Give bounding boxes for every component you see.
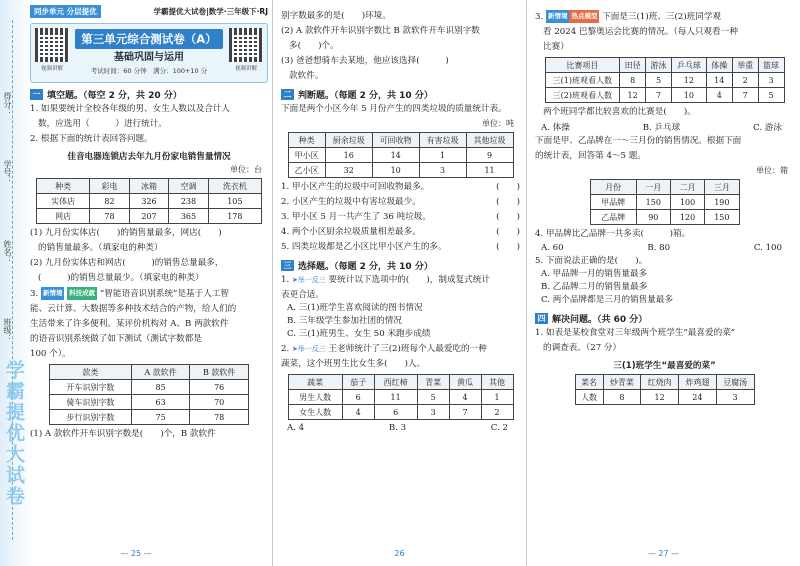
- cell: 76: [190, 380, 249, 395]
- binding-margin: [0, 0, 26, 566]
- cell: 365: [169, 209, 209, 224]
- cell: 三(1)班观看人数: [545, 73, 620, 88]
- cell: 10: [671, 88, 706, 103]
- table-header-row: [545, 58, 784, 73]
- variant-tag: ➤举一反三: [291, 345, 326, 353]
- judge-text: 3. 甲小区 5 月一共产生了 36 吨垃圾。: [281, 212, 431, 222]
- cell: 14: [706, 73, 732, 88]
- garbage-table: [288, 132, 514, 178]
- header-cell: 其他: [481, 375, 513, 390]
- answer-parens[interactable]: ( ): [496, 242, 520, 252]
- name-field: 姓名：: [3, 240, 12, 264]
- badge-new-context: 新情境: [546, 10, 570, 23]
- choice-1-line2: 表更合适。: [281, 290, 324, 300]
- option-a: A. 4: [287, 423, 305, 433]
- choice-1-option-c: C. 三(1)班男生、女生 50 米跑步成绩: [287, 329, 431, 339]
- question-2-1-line1: (1) 九月份实体店( )的销售量最多，网店( ): [30, 228, 222, 238]
- cell: 82: [90, 194, 130, 209]
- table-row: [288, 163, 513, 178]
- section-label: 填空题。（每空 2 分，共 20 分）: [47, 91, 182, 101]
- title-box: [30, 23, 268, 83]
- cell: 105: [208, 194, 261, 209]
- header-cell: 篮球: [758, 58, 784, 73]
- q3-2-line2: 多( )个。: [289, 41, 339, 51]
- header-cell: B 款软件: [190, 365, 249, 380]
- cell: 150: [636, 195, 670, 210]
- cell: 10: [372, 163, 419, 178]
- choice-1-line1: 1. ➤举一反三 要统计以下选项中的( )，制成复式统计: [281, 275, 490, 285]
- answer-parens[interactable]: ( ): [496, 227, 520, 237]
- cell: 9: [466, 148, 513, 163]
- header-cell: 空调: [169, 179, 209, 194]
- header-cell: 月份: [590, 180, 636, 195]
- choice-1-option-a: A. 三(1)班学生喜欢阅读的图书情况: [287, 303, 423, 313]
- header-cell: 彩电: [90, 179, 130, 194]
- right-content: [535, 0, 794, 566]
- header-cell: 厨余垃圾: [325, 133, 372, 148]
- cell: 7: [732, 88, 758, 103]
- time-score-info: 考试时间：60 分钟 满分：100+10 分: [90, 67, 208, 75]
- table-row: [37, 209, 262, 224]
- table-row: [37, 194, 262, 209]
- header-cell: 菜名: [575, 375, 603, 390]
- choice-2-options: [281, 423, 520, 433]
- cell: 开车识别字数: [50, 380, 132, 395]
- cell: 甲品牌: [590, 195, 636, 210]
- header-cell: 蔬菜: [288, 375, 342, 390]
- section-number: 二: [281, 89, 294, 100]
- section-label: 判断题。（每题 2 分，共 10 分）: [298, 91, 433, 101]
- table-row: [50, 410, 249, 425]
- page-number: — 27 —: [647, 549, 680, 558]
- question-1-line2: 数，应选用（ ）进行统计。: [38, 119, 167, 129]
- cell: 4: [342, 405, 374, 420]
- qr-label-right: 视频讲解: [234, 66, 257, 72]
- cell: 2: [481, 405, 513, 420]
- brand-sales-table: [590, 179, 740, 225]
- header-cell: 二月: [670, 180, 704, 195]
- badge-new-context: 新情境: [41, 287, 65, 300]
- table-row: [288, 405, 513, 420]
- choice-1-option-b: B. 三年级学生参加社团的情况: [287, 316, 402, 326]
- header-cell: 三月: [705, 180, 739, 195]
- cell: 78: [90, 209, 130, 224]
- header-cell: 一月: [636, 180, 670, 195]
- header-cell: 游泳: [646, 58, 672, 73]
- cell: 8: [620, 73, 646, 88]
- q3-question: 两个班同学都比较喜欢的比赛是( )。: [543, 107, 696, 117]
- cell: 步行识别字数: [50, 410, 132, 425]
- student-id-field: 学号：: [3, 160, 12, 184]
- cell: 12: [620, 88, 646, 103]
- cell: 63: [131, 395, 190, 410]
- question-3-line3: 生活带来了许多便利。某评价机构对 A、B 两款软件: [30, 319, 229, 329]
- badge-tech: 科技成就: [67, 287, 97, 300]
- cell: 16: [325, 148, 372, 163]
- cell: 326: [129, 194, 169, 209]
- header-cell: 冰箱: [129, 179, 169, 194]
- table-row: [545, 73, 784, 88]
- favorite-dish-table: [575, 374, 755, 405]
- section-true-false: [281, 88, 520, 101]
- judge-3: [281, 211, 520, 224]
- qr-code-right[interactable]: [229, 28, 263, 62]
- cell: 乙小区: [288, 163, 325, 178]
- question-3-line2: 能、云计算、大数据等多种技术结合的产物，给人们的: [30, 304, 237, 314]
- option-c: C. 游泳: [753, 123, 782, 133]
- q3-line2: 看 2024 巴黎奥运会比赛的情况。（每人只观看一种: [543, 27, 738, 37]
- table-1-unit: 单位：台: [230, 165, 262, 174]
- option-a: A. 60: [541, 243, 564, 253]
- test-title: 第三单元综合测试卷（A）: [75, 29, 223, 49]
- header-cell: 款类: [50, 365, 132, 380]
- page-number: [273, 549, 526, 558]
- judge-text: 2. 小区产生的垃圾中有害垃圾最少。: [281, 197, 421, 207]
- page-number-value: 27: [658, 549, 669, 558]
- judge-1: [281, 181, 520, 194]
- header-cell: A 款软件: [131, 365, 190, 380]
- cell: 骑车识别字数: [50, 395, 132, 410]
- cell: 12: [641, 390, 679, 405]
- table-row: [575, 390, 754, 405]
- q5-option-b: B. 乙品牌二月的销售量最多: [541, 282, 648, 292]
- judge-text: 1. 甲小区产生的垃圾中可回收物最多。: [281, 182, 430, 192]
- judge-5: [281, 241, 520, 254]
- header-cell: 举重: [732, 58, 758, 73]
- class-field: 班级：: [3, 318, 12, 342]
- header-cell: 种类: [288, 133, 325, 148]
- cell: 3: [417, 405, 449, 420]
- cell: 1: [419, 148, 466, 163]
- cell: 人数: [575, 390, 603, 405]
- table-row: [545, 88, 784, 103]
- dish-table-title: 三(1)班学生“最喜爱的菜”: [613, 361, 716, 371]
- option-a: A. 体操: [541, 123, 570, 133]
- table-header-row: [50, 365, 249, 380]
- cell: 8: [603, 390, 641, 405]
- qr-code-left[interactable]: [35, 28, 69, 62]
- page-number-value: 25: [130, 549, 142, 558]
- page-number-value: 26: [394, 549, 405, 558]
- table-header-row: [37, 179, 262, 194]
- q3-line3: 比赛）: [543, 42, 569, 52]
- cell: 4: [706, 88, 732, 103]
- q4: 4. 甲品牌比乙品牌一共多卖( )箱。: [535, 229, 691, 239]
- qr-label-left: 视频讲解: [40, 66, 63, 72]
- header-cell: 黄瓜: [449, 375, 481, 390]
- question-3-line4: 的语音识别系统做了如下测试（测试字数都是: [30, 334, 202, 344]
- cell: 男生人数: [288, 390, 342, 405]
- q3-cont-line1: 别字数最多的是( )环境。: [281, 11, 391, 21]
- cell: 190: [705, 195, 739, 210]
- side-brand-title: 学霸提优大试卷: [3, 360, 25, 507]
- variant-tag: ➤举一反三: [291, 276, 326, 284]
- option-b: B. 乒乓球: [642, 123, 681, 133]
- question-2-2-line1: (2) 九月份实体店和网店( )的销售总量最多，: [30, 258, 224, 268]
- brand-intro-line1: 下面是甲、乙品牌在一～三月份的销售情况。根据下面: [535, 136, 742, 146]
- cell: 5: [758, 88, 784, 103]
- question-2: 2. 根据下面的统计表回答问题。: [30, 134, 153, 144]
- table-header-row: [575, 375, 754, 390]
- judge-text: 5. 四类垃圾都是乙小区比甲小区产生的多。: [281, 242, 447, 252]
- cell: 150: [705, 210, 739, 225]
- header-cell: 炸鸡翅: [678, 375, 716, 390]
- series-tag: 同步单元 分层提优: [30, 5, 101, 18]
- cell: 178: [208, 209, 261, 224]
- cell: 11: [466, 163, 513, 178]
- q3-3-line1: (3) 爸爸想骑车去某地，他应该选择( ): [281, 56, 449, 66]
- cell: 207: [129, 209, 169, 224]
- cell: 78: [190, 410, 249, 425]
- q3-options: [535, 121, 794, 133]
- cell: 85: [131, 380, 190, 395]
- cell: 6: [342, 390, 374, 405]
- cell: 3: [758, 73, 784, 88]
- option-c: C. 2: [490, 423, 508, 433]
- judge-4: [281, 226, 520, 239]
- question-2-2-line2: ( )的销售总量最少。（填家电的种类）: [38, 273, 204, 283]
- header-cell: 豆腐汤: [716, 375, 754, 390]
- header-cell: 西红柿: [374, 375, 417, 390]
- cell: 32: [325, 163, 372, 178]
- cell: 1: [481, 390, 513, 405]
- cell: 乙品牌: [590, 210, 636, 225]
- cell: 甲小区: [288, 148, 325, 163]
- question-3-line1: 3. 新情境 科技成就 “智能语音识别系统”是基于人工智: [30, 289, 230, 299]
- choice-1-text: 要统计以下选项中的( )，制成复式统计: [328, 275, 490, 285]
- q5-option-c: C. 两个品牌都是三月的销售量最多: [541, 295, 674, 305]
- vegetable-table: [288, 374, 514, 420]
- header-cell: 茄子: [342, 375, 374, 390]
- q4-options: [535, 243, 794, 253]
- cell: 3: [419, 163, 466, 178]
- choice-2-line2: 蔬菜，这个班男生比女生多( )人。: [281, 359, 426, 369]
- table-row: [50, 380, 249, 395]
- cell: 2: [732, 73, 758, 88]
- cell: 5: [417, 390, 449, 405]
- answer-parens[interactable]: ( ): [496, 212, 520, 222]
- table-header-row: [590, 180, 739, 195]
- score-field: 得分：: [3, 92, 12, 116]
- option-b: B. 80: [647, 243, 671, 253]
- cell: 100: [670, 195, 704, 210]
- header-cell: 有害垃圾: [419, 133, 466, 148]
- cell: 实体店: [37, 194, 90, 209]
- header-cell: 田径: [620, 58, 646, 73]
- cell: 4: [449, 390, 481, 405]
- olympics-table: [545, 57, 785, 103]
- page-26: [272, 0, 526, 566]
- voice-recognition-table: [49, 364, 249, 425]
- left-content: [30, 0, 268, 566]
- section-label: 选择题。（每题 2 分，共 10 分）: [298, 262, 433, 272]
- header-cell: 乒乓球: [671, 58, 706, 73]
- page-number: — 25 —: [120, 549, 152, 558]
- cell: 14: [372, 148, 419, 163]
- answer-parens[interactable]: ( ): [496, 197, 520, 207]
- cell: 女生人数: [288, 405, 342, 420]
- question-2-1-line2: 的销售量最多。（填家电的种类）: [38, 243, 163, 253]
- option-b: B. 3: [388, 423, 407, 433]
- cell: 120: [670, 210, 704, 225]
- page-25: [0, 0, 272, 566]
- q3-text: 下面是三(1)班、三(2)班同学观: [602, 12, 722, 22]
- q3-2-line1: (2) A 款软件开车识别字数比 B 款软件开车识别字数: [281, 26, 480, 36]
- cell: 7: [646, 88, 672, 103]
- q5-option-a: A. 甲品牌一月的销售量最多: [541, 269, 648, 279]
- header-cell: 体操: [706, 58, 732, 73]
- section-fill-blank: [30, 88, 268, 101]
- question-1-line1: 1. 如果要统计全校各年级的男、女生人数以及合计人: [30, 104, 230, 114]
- question-3-line5: 100 个）。: [30, 349, 71, 359]
- judge-2: [281, 196, 520, 209]
- cell: 12: [671, 73, 706, 88]
- top-bar: [30, 3, 268, 19]
- cell: 6: [374, 405, 417, 420]
- page-27: [526, 0, 800, 566]
- book-info: 学霸提优大试卷|数学·三年级下·RJ: [153, 6, 268, 16]
- option-c: C. 100: [753, 243, 782, 253]
- header-cell: 可回收物: [372, 133, 419, 148]
- section-label: 解决问题。（共 60 分）: [552, 315, 648, 325]
- section-number: 四: [535, 313, 548, 324]
- table-row: [590, 195, 739, 210]
- question-3-text: “智能语音识别系统”是基于人工智: [99, 289, 230, 299]
- cell: 5: [646, 73, 672, 88]
- test-subtitle: 基础巩固与运用: [114, 52, 184, 63]
- appliance-sales-table: [36, 178, 262, 224]
- q3-3-line2: 款软件。: [289, 71, 324, 81]
- header-cell: 青菜: [417, 375, 449, 390]
- cell: 网店: [37, 209, 90, 224]
- middle-content: [281, 0, 520, 566]
- cell: 7: [449, 405, 481, 420]
- problem-1-line1: 1. 如表是某校食堂对三年级两个班学生“最喜爱的菜”: [535, 328, 736, 338]
- header-cell: 红烧肉: [641, 375, 679, 390]
- cell: 70: [190, 395, 249, 410]
- header-cell: 洗衣机: [208, 179, 261, 194]
- cell: 三(2)班观看人数: [545, 88, 620, 103]
- q5: 5. 下面说法正确的是( )。: [535, 256, 648, 266]
- section-multiple-choice: [281, 259, 520, 272]
- table-row: [590, 210, 739, 225]
- brand-unit: 单位：箱: [756, 166, 788, 175]
- question-3-1: (1) A 款软件开车识别字数是( )个，B 款软件: [30, 429, 216, 439]
- badge-hot-model: 热点模型: [569, 10, 599, 23]
- garbage-unit: 单位：吨: [482, 119, 514, 128]
- header-cell: 炒青菜: [603, 375, 641, 390]
- cell: 238: [169, 194, 209, 209]
- problem-1-line2: 的调查表。（27 分）: [543, 343, 622, 353]
- judge-text: 4. 两个小区厨余垃圾质量相差最多。: [281, 227, 421, 237]
- table-row: [288, 390, 513, 405]
- table-1-title: 佳音电器连锁店去年九月份家电销售量情况: [67, 152, 231, 162]
- answer-parens[interactable]: ( ): [496, 182, 520, 192]
- section-number: 三: [281, 260, 294, 271]
- header-cell: 种类: [37, 179, 90, 194]
- cell: 24: [678, 390, 716, 405]
- choice-2-text: 王老师统计了三(2)班每个人最爱吃的一种: [328, 344, 487, 354]
- table-row: [288, 148, 513, 163]
- garbage-intro: 下面是两个小区今年 5 月份产生的四类垃圾的质量统计表。: [281, 104, 507, 114]
- table-row: [50, 395, 249, 410]
- header-cell: 比赛项目: [545, 58, 620, 73]
- choice-2-line1: 2. ➤举一反三 王老师统计了三(2)班每个人最爱吃的一种: [281, 344, 487, 354]
- table-header-row: [288, 133, 513, 148]
- section-problem-solving: [535, 312, 794, 325]
- cell: 90: [636, 210, 670, 225]
- table-header-row: [288, 375, 513, 390]
- section-number: 一: [30, 89, 43, 100]
- brand-intro-line2: 的统计表，回答第 4～5 题。: [535, 151, 646, 161]
- cell: 75: [131, 410, 190, 425]
- cell: 3: [716, 390, 754, 405]
- cell: 11: [374, 390, 417, 405]
- q3-line1: 3. 新情境 热点模型 下面是三(1)班、三(2)班同学观: [535, 12, 722, 22]
- header-cell: 其他垃圾: [466, 133, 513, 148]
